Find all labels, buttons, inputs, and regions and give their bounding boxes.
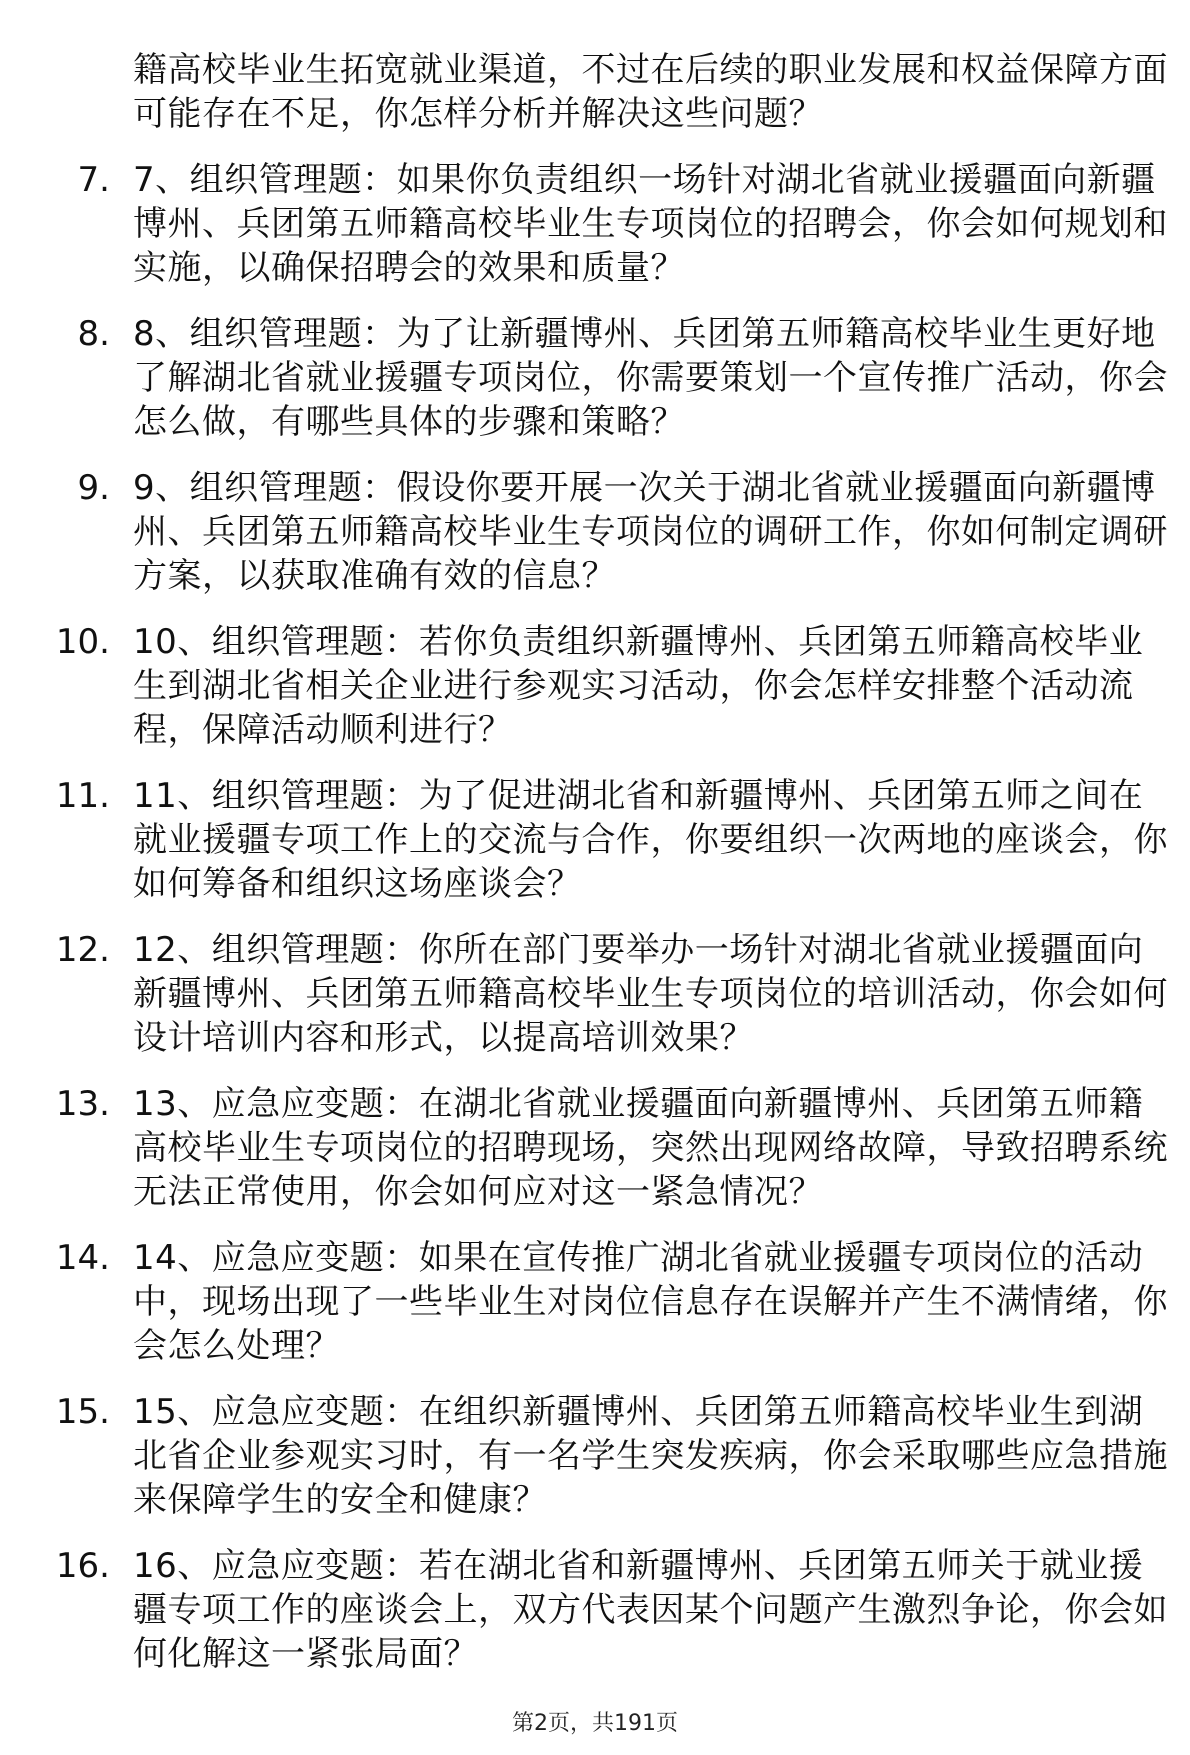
item-number: 14. (55, 1238, 110, 1278)
list-item (0, 302, 1190, 456)
list-item (0, 1380, 1190, 1534)
item-text: 9、组织管理题：假设你要开展一次关于湖北省就业援疆面向新疆博州、兵团第五师籍高校毕业生专项岗位的调研工作，你如何制定调研方案，以获取准确有效的信息？ (133, 468, 1168, 596)
continuation-text: 籍高校毕业生拓宽就业渠道，不过在后续的职业发展和权益保障方面可能存在不足，你怎样分析并解决这些问题？ (133, 50, 1168, 134)
item-text: 12、组织管理题：你所在部门要举办一场针对湖北省就业援疆面向新疆博州、兵团第五师籍高校毕业生专项岗位的培训活动，你会如何设计培训内容和形式，以提高培训效果？ (133, 930, 1168, 1058)
item-number: 9. (77, 468, 110, 508)
item-text: 11、组织管理题：为了促进湖北省和新疆博州、兵团第五师之间在就业援疆专项工作上的交流与合作，你要组织一次两地的座谈会，你如何筹备和组织这场座谈会？ (133, 776, 1168, 904)
item-text: 15、应急应变题：在组织新疆博州、兵团第五师籍高校毕业生到湖北省企业参观实习时，有一名学生突发疾病，你会采取哪些应急措施来保障学生的安全和健康？ (133, 1392, 1168, 1520)
item-number: 13. (55, 1084, 110, 1124)
list-item (0, 1534, 1190, 1688)
list-item (0, 148, 1190, 302)
item-text: 10、组织管理题：若你负责组织新疆博州、兵团第五师籍高校毕业生到湖北省相关企业进行参观实习活动，你会怎样安排整个活动流程，保障活动顺利进行？ (133, 622, 1144, 750)
item-text: 16、应急应变题：若在湖北省和新疆博州、兵团第五师关于就业援疆专项工作的座谈会上，双方代表因某个问题产生激烈争论，你会如何化解这一紧张局面？ (133, 1546, 1168, 1674)
item-number: 11. (55, 776, 110, 816)
item-number: 16. (55, 1546, 110, 1586)
item-text: 13、应急应变题：在湖北省就业援疆面向新疆博州、兵团第五师籍高校毕业生专项岗位的招聘现场，突然出现网络故障，导致招聘系统无法正常使用，你会如何应对这一紧急情况？ (133, 1084, 1168, 1212)
item-number: 12. (55, 930, 110, 970)
item-number: 15. (55, 1392, 110, 1432)
item-number: 10. (55, 622, 110, 662)
question-list (0, 148, 1190, 1688)
list-item (0, 1072, 1190, 1226)
list-item (0, 610, 1190, 764)
item-number: 8. (77, 314, 110, 354)
list-item (0, 456, 1190, 610)
page-footer: 第2页，共191页 (512, 1711, 678, 1736)
list-item (0, 1226, 1190, 1380)
item-text: 8、组织管理题：为了让新疆博州、兵团第五师籍高校毕业生更好地了解湖北省就业援疆专项岗位，你需要策划一个宣传推广活动，你会怎么做，有哪些具体的步骤和策略？ (133, 314, 1168, 442)
item-text: 7、组织管理题：如果你负责组织一场针对湖北省就业援疆面向新疆博州、兵团第五师籍高校毕业生专项岗位的招聘会，你会如何规划和实施，以确保招聘会的效果和质量？ (133, 160, 1168, 288)
item-number: 7. (77, 160, 110, 200)
item-text: 14、应急应变题：如果在宣传推广湖北省就业援疆专项岗位的活动中，现场出现了一些毕业生对岗位信息存在误解并产生不满情绪，你会怎么处理？ (133, 1238, 1168, 1366)
list-item (0, 918, 1190, 1072)
list-item (0, 764, 1190, 918)
